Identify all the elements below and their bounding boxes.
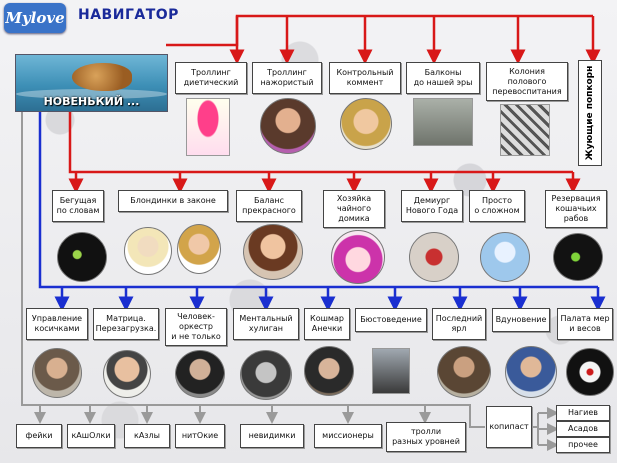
row2-node-2[interactable]: Блондинки в законе: [118, 190, 228, 212]
row2-avatar-1: [57, 232, 107, 282]
row1-image-1: [186, 98, 230, 156]
copypaste-item-1[interactable]: Нагиев: [556, 405, 610, 421]
row2-node-7[interactable]: Резервация кошачьих рабов: [545, 190, 607, 228]
copypaste-item-2[interactable]: Асадов: [556, 421, 610, 437]
row2-avatar-2b: [177, 224, 221, 274]
row3-node-8[interactable]: Вдуновение: [492, 308, 550, 332]
row2-node-3[interactable]: Баланс прекрасного: [236, 190, 302, 222]
row2-avatar-6: [480, 232, 530, 282]
side-node-popcorn[interactable]: [578, 60, 602, 166]
row3-avatar-3: [175, 350, 225, 398]
row2-node-6[interactable]: Просто о сложном: [469, 190, 525, 222]
row2-avatar-3: [243, 224, 303, 280]
row4-node-1[interactable]: фейки: [16, 424, 62, 448]
row2-avatar-4: [331, 230, 385, 284]
row3-avatar-4: [240, 350, 292, 400]
row3-avatar-2: [103, 350, 151, 398]
row2-node-5[interactable]: Демиург Нового Года: [401, 190, 463, 222]
row3-avatar-5: [304, 346, 354, 396]
row3-avatar-7: [437, 346, 491, 398]
row1-node-5[interactable]: Колония полового перевоспитания: [486, 62, 568, 101]
page-title: НАВИГАТОР: [78, 7, 179, 23]
row4-node-5[interactable]: невидимки: [240, 424, 304, 448]
row3-image-6: [372, 348, 410, 394]
row2-avatar-2a: [124, 227, 172, 275]
row2-node-1[interactable]: Бегущая по словам: [52, 190, 104, 222]
row3-node-2[interactable]: Матрица. Перезагрузка.: [93, 308, 159, 340]
row3-avatar-9: [566, 348, 614, 396]
row4-node-2[interactable]: кАшОлки: [67, 424, 115, 448]
row3-node-7[interactable]: Последний ярл: [432, 308, 486, 340]
row1-node-1[interactable]: Троллинг диетический: [175, 62, 247, 94]
row3-node-4[interactable]: Ментальный хулиган: [233, 308, 299, 340]
row4-node-4[interactable]: нитОкие: [175, 424, 225, 448]
row4-node-7[interactable]: тролли разных уровней: [386, 422, 466, 452]
row2-avatar-7: [553, 233, 603, 281]
row3-avatar-1: [32, 348, 82, 398]
row3-node-6[interactable]: Бюстоведение: [355, 308, 427, 332]
row3-node-9[interactable]: Палата мер и весов: [557, 308, 613, 340]
side-node-label: Жующие попкорн: [585, 65, 595, 161]
row1-node-3[interactable]: Контрольный коммент: [329, 62, 401, 94]
copypaste-node[interactable]: копипаст: [486, 406, 532, 448]
row1-avatar-2: [260, 98, 316, 154]
newcomer-node[interactable]: [15, 54, 168, 112]
row1-node-4[interactable]: Балконы до нашей эры: [406, 62, 480, 94]
row4-node-6[interactable]: миссионеры: [314, 424, 382, 448]
red-middle-bus: [70, 110, 573, 186]
row3-node-5[interactable]: Кошмар Анечки: [304, 308, 350, 340]
row1-node-2[interactable]: Троллинг нажористый: [252, 62, 322, 94]
newcomer-label: НОВЕНЬКИЙ ...: [43, 95, 140, 108]
swimming-cat-photo: [72, 63, 132, 91]
row1-image-4: [413, 98, 473, 146]
row1-avatar-3: [340, 98, 392, 150]
copypaste-item-3[interactable]: прочее: [556, 437, 610, 453]
row2-node-4[interactable]: Хозяйка чайного домика: [323, 190, 385, 228]
row4-node-3[interactable]: кАзлы: [124, 424, 170, 448]
row3-node-3[interactable]: Человек- оркестр и не только: [165, 308, 227, 346]
row1-image-5: [500, 104, 550, 156]
row2-avatar-5: [409, 232, 459, 282]
row3-avatar-8: [505, 346, 557, 398]
site-logo[interactable]: Mylove: [4, 3, 66, 33]
row3-node-1[interactable]: Управление косичками: [26, 308, 88, 340]
red-top-bus: [166, 16, 593, 57]
